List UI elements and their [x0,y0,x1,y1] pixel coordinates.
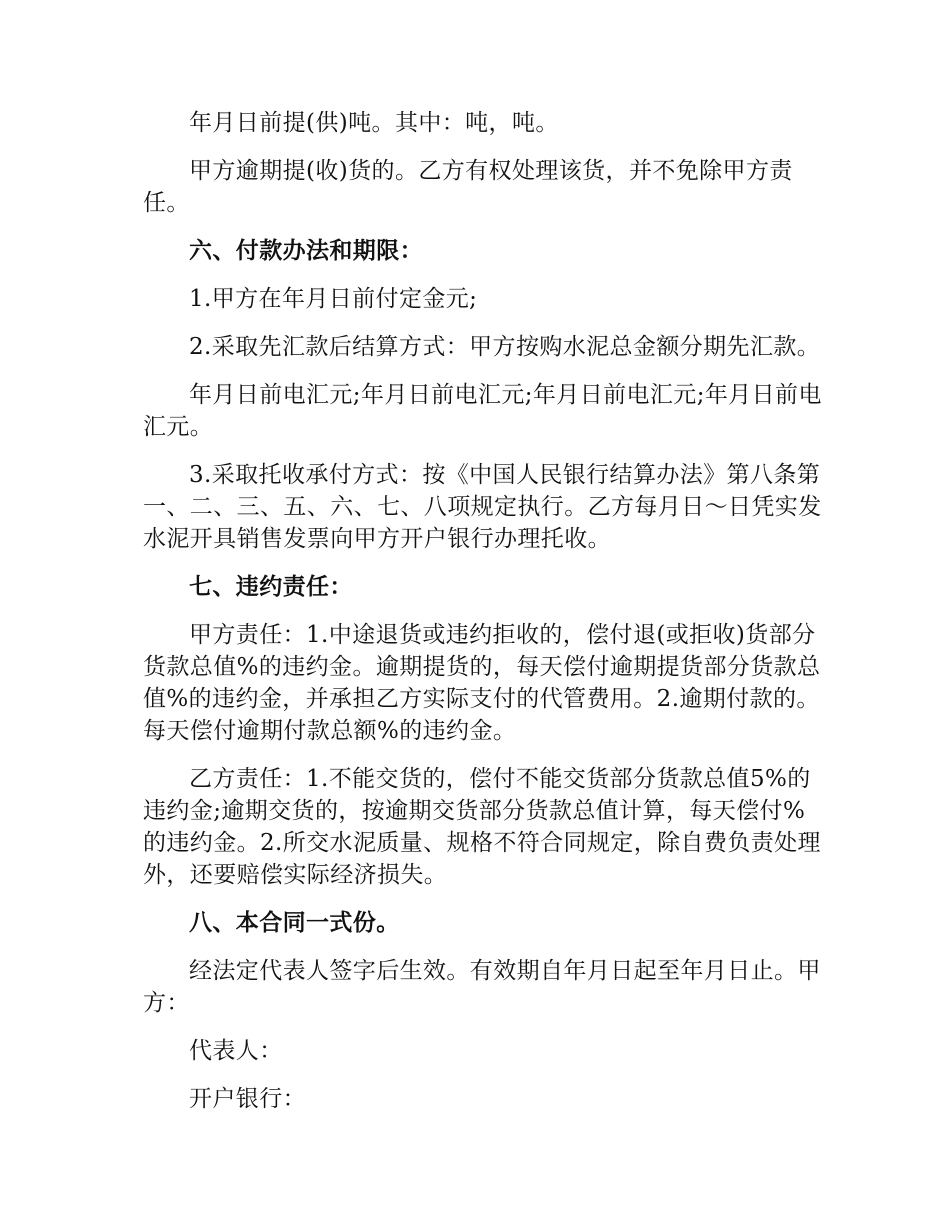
heading-liability: 七、违约责任： [189,574,353,600]
paragraph-late-pickup: 甲方逾期提(收)货的。乙方有权处理该货，并不免除甲方责任。 [143,158,793,216]
paragraph-effective-period: 经法定代表人签字后生效。有效期自年月日起至年月日止。甲方： [143,958,821,1016]
paragraph-delivery-date: 年月日前提(供)吨。其中：吨，吨。 [189,110,559,136]
paragraph-bank: 开户银行： [189,1086,306,1112]
heading-copies: 八、本合同一式份。 [189,910,400,936]
paragraph-deposit: 1.甲方在年月日前付定金元; [189,286,478,312]
paragraph-representative: 代表人： [189,1038,283,1064]
paragraph-party-b-liability: 乙方责任：1.不能交货的，偿付不能交货部分货款总值5%的违约金;逾期交货的，按逾期交货部分货款总值计算，每天偿付%的违约金。2.所交水泥质量、规格不符合同规定，除自费负责处理外，还要赔偿实际经济损失。 [143,766,821,888]
paragraph-wire-schedule: 年月日前电汇元;年月日前电汇元;年月日前电汇元;年月日前电汇元。 [143,382,822,440]
heading-payment-terms: 六、付款办法和期限： [189,238,423,264]
paragraph-collection-method: 3.采取托收承付方式：按《中国人民银行结算办法》第八条第一、二、三、五、六、七、八项规定执行。乙方每月日～日凭实发水泥开具销售发票向甲方开户银行办理托收。 [143,462,822,552]
document-page [143,107,823,1131]
paragraph-prepayment: 2.采取先汇款后结算方式：甲方按购水泥总金额分期先汇款。 [189,334,821,360]
paragraph-party-a-liability: 甲方责任：1.中途退货或违约拒收的，偿付退(或拒收)货部分货款总值%的违约金。逾期提货的，每天偿付逾期提货部分货款总值%的违约金，并承担乙方实际支付的代管费用。2.逾期付款的。每天偿付逾期付款总额%的违约金。 [143,622,821,744]
